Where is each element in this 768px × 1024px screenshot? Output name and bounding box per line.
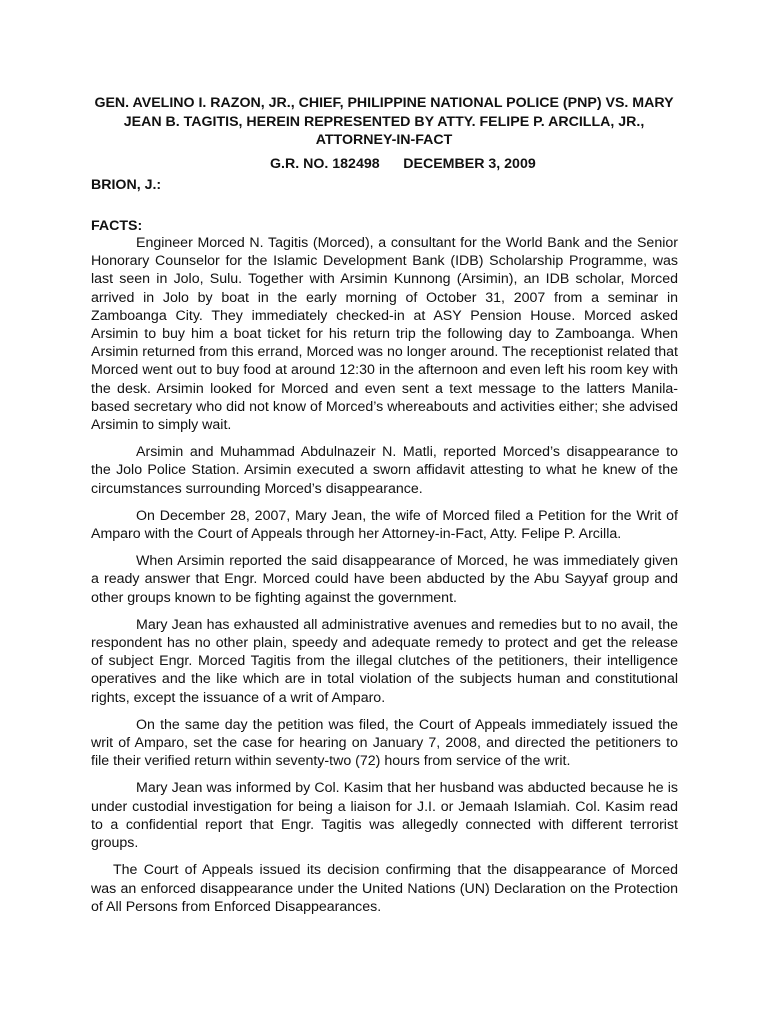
paragraph: The Court of Appeals issued its decision confirming that the disappearance of Morced was an enforced disappearance under the United Nations (UN) Declaration on the Protection of All Persons from Enforced Disappearances.: [91, 862, 678, 915]
paragraph: Mary Jean was informed by Col. Kasim that her husband was abducted because he is under custodial investigation for being a liaison for J.I. or Jemaah Islamiah. Col. Kasim read to a confidential report that Engr. Tagitis was allegedly connected with different terrorist groups.: [91, 780, 678, 852]
paragraph: Engineer Morced N. Tagitis (Morced), a consultant for the World Bank and the Senior Honorary Counselor for the Islamic Development Bank (IDB) Scholarship Programme, was last seen in Jolo, Sulu. Together with Arsimin Kunnong (Arsimin), an IDB scholar, Morced arrived in Jolo by boat in the early morning of October 31, 2007 from a seminar in Zamboanga City. They immediately checked-in at ASY Pension House. Morced asked Arsimin to buy him a boat ticket for his return trip the following day to Zamboanga. When Arsimin returned from this errand, Morced was no longer around. The receptionist related that Morced went out to buy food at around 12:30 in the afternoon and even left his room key with the desk. Arsimin looked for Morced and even sent a text message to the latters Manila-based secretary who did not know of Morced’s whereabouts and activities either; she advised Arsimin to simply wait.: [91, 235, 678, 434]
paragraph: Mary Jean has exhausted all administrative avenues and remedies but to no avail, the respondent has no other plain, speedy and adequate remedy to protect and get the release of subject Engr. Morced Tagitis from the illegal clutches of the petitioners, their intelligence operatives and the like which are in total violation of the subjects human and constitutional rights, except the issuance of a writ of Amparo.: [91, 616, 678, 706]
paragraph: On December 28, 2007, Mary Jean, the wife of Morced filed a Petition for the Writ of Amparo with the Court of Appeals through her Attorney-in-Fact, Atty. Felipe P. Arcilla.: [91, 507, 678, 543]
paragraph: On the same day the petition was filed, the Court of Appeals immediately issued the writ of Amparo, set the case for hearing on January 7, 2008, and directed the petitioners to file their verified return within seventy-two (72) hours from service of the writ.: [91, 716, 678, 770]
case-number-date: G.R. NO. 182498 DECEMBER 3, 2009: [270, 156, 536, 172]
ponente: BRION, J.:: [91, 177, 162, 193]
paragraph: Arsimin and Muhammad Abdulnazeir N. Matli, reported Morced’s disappearance to the Jolo Police Station. Arsimin executed a sworn affidavit attesting to what he knew of the circumstances surrounding Morced’s disappearance.: [91, 444, 678, 497]
section-heading-facts: FACTS:: [91, 218, 143, 234]
document-body: [91, 234, 678, 925]
case-title: GEN. AVELINO I. RAZON, JR., CHIEF, PHILIPPINE NATIONAL POLICE (PNP) VS. MARY JEAN B. TAGITIS, HEREIN REPRESENTED BY ATTY. FELIPE P. ARCILLA, JR., ATTORNEY-IN-FACT: [94, 95, 674, 148]
paragraph: When Arsimin reported the said disappearance of Morced, he was immediately given a ready answer that Engr. Morced could have been abducted by the Abu Sayyaf group and other groups known to be fighting against the government.: [91, 553, 678, 606]
